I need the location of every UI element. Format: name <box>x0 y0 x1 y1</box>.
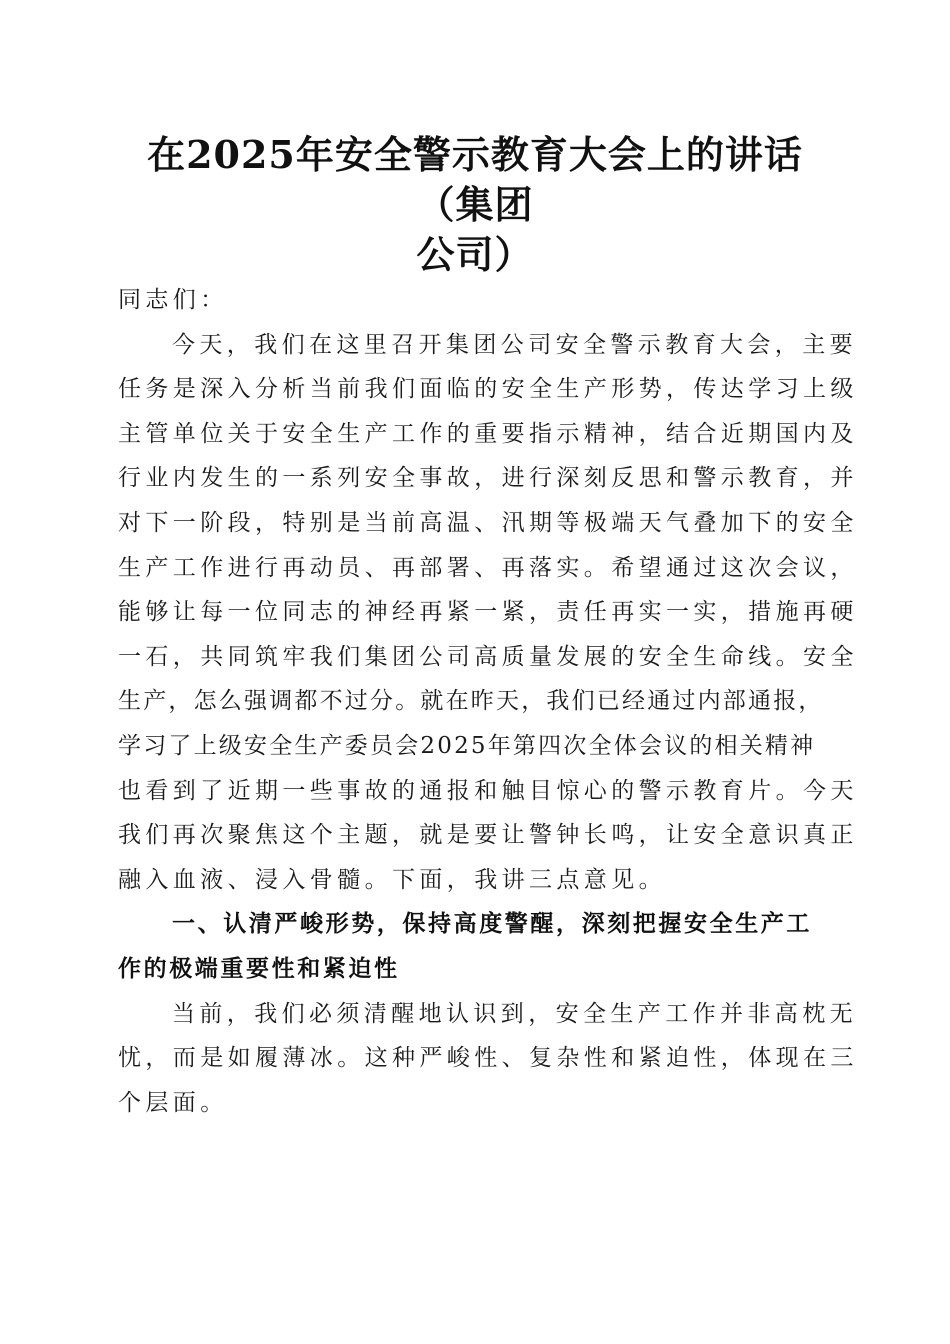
paragraph-line: 也看到了近期一些事故的通报和触目惊心的警示教育片。今天 <box>118 777 858 804</box>
paragraph-line: 任务是深入分析当前我们面临的安全生产形势，传达学习上级 <box>118 376 858 403</box>
paragraph-line: 当前，我们必须清醒地认识到，安全生产工作并非高枕无 <box>172 1000 857 1027</box>
paragraph-line: 生产工作进行再动员、再部署、再落实。希望通过这次会议， <box>118 554 858 581</box>
paragraph-line: 我们再次聚焦这个主题，就是要让警钟长鸣，让安全意识真正 <box>118 822 858 849</box>
title-line-2: 公司） <box>416 232 534 277</box>
salutation: 同志们： <box>118 287 228 313</box>
paragraph-line: 一石，共同筑牢我们集团公司高质量发展的安全生命线。安全 <box>118 643 858 670</box>
paragraph-intro <box>118 323 858 903</box>
paragraph-line: 行业内发生的一系列安全事故，进行深刻反思和警示教育，并 <box>118 465 858 492</box>
paragraph-line: 今天，我们在这里召开集团公司安全警示教育大会，主要 <box>172 331 857 358</box>
paragraph-line: 主管单位关于安全生产工作的重要指示精神，结合近期国内及 <box>118 420 858 447</box>
document-title <box>110 130 840 280</box>
section-heading-1 <box>118 902 830 991</box>
paragraph-line: 学习了上级安全生产委员会2025年第四次全体会议的相关精神 <box>118 732 816 759</box>
paragraph-section-1 <box>118 992 858 1126</box>
paragraph-line: 生产，怎么强调都不过分。就在昨天，我们已经通过内部通报， <box>118 688 824 715</box>
paragraph-line: 个层面。 <box>118 1089 228 1116</box>
paragraph-line: 忧，而是如履薄冰。这种严峻性、复杂性和紧迫性，体现在三 <box>118 1045 858 1072</box>
title-line-1: 在2025年安全警示教育大会上的讲话（集团 <box>147 132 803 227</box>
document-body <box>118 278 858 1125</box>
paragraph-line: 对下一阶段，特别是当前高温、汛期等极端天气叠加下的安全 <box>118 509 858 536</box>
paragraph-line: 融入血液、浸入骨髓。下面，我讲三点意见。 <box>118 866 666 893</box>
heading-line: 一、认清严峻形势，保持高度警醒，深刻把握安全生产工 <box>172 911 812 938</box>
heading-line: 作的极端重要性和紧迫性 <box>118 955 400 982</box>
paragraph-line: 能够让每一位同志的神经再紧一紧，责任再实一实，措施再硬 <box>118 599 858 626</box>
